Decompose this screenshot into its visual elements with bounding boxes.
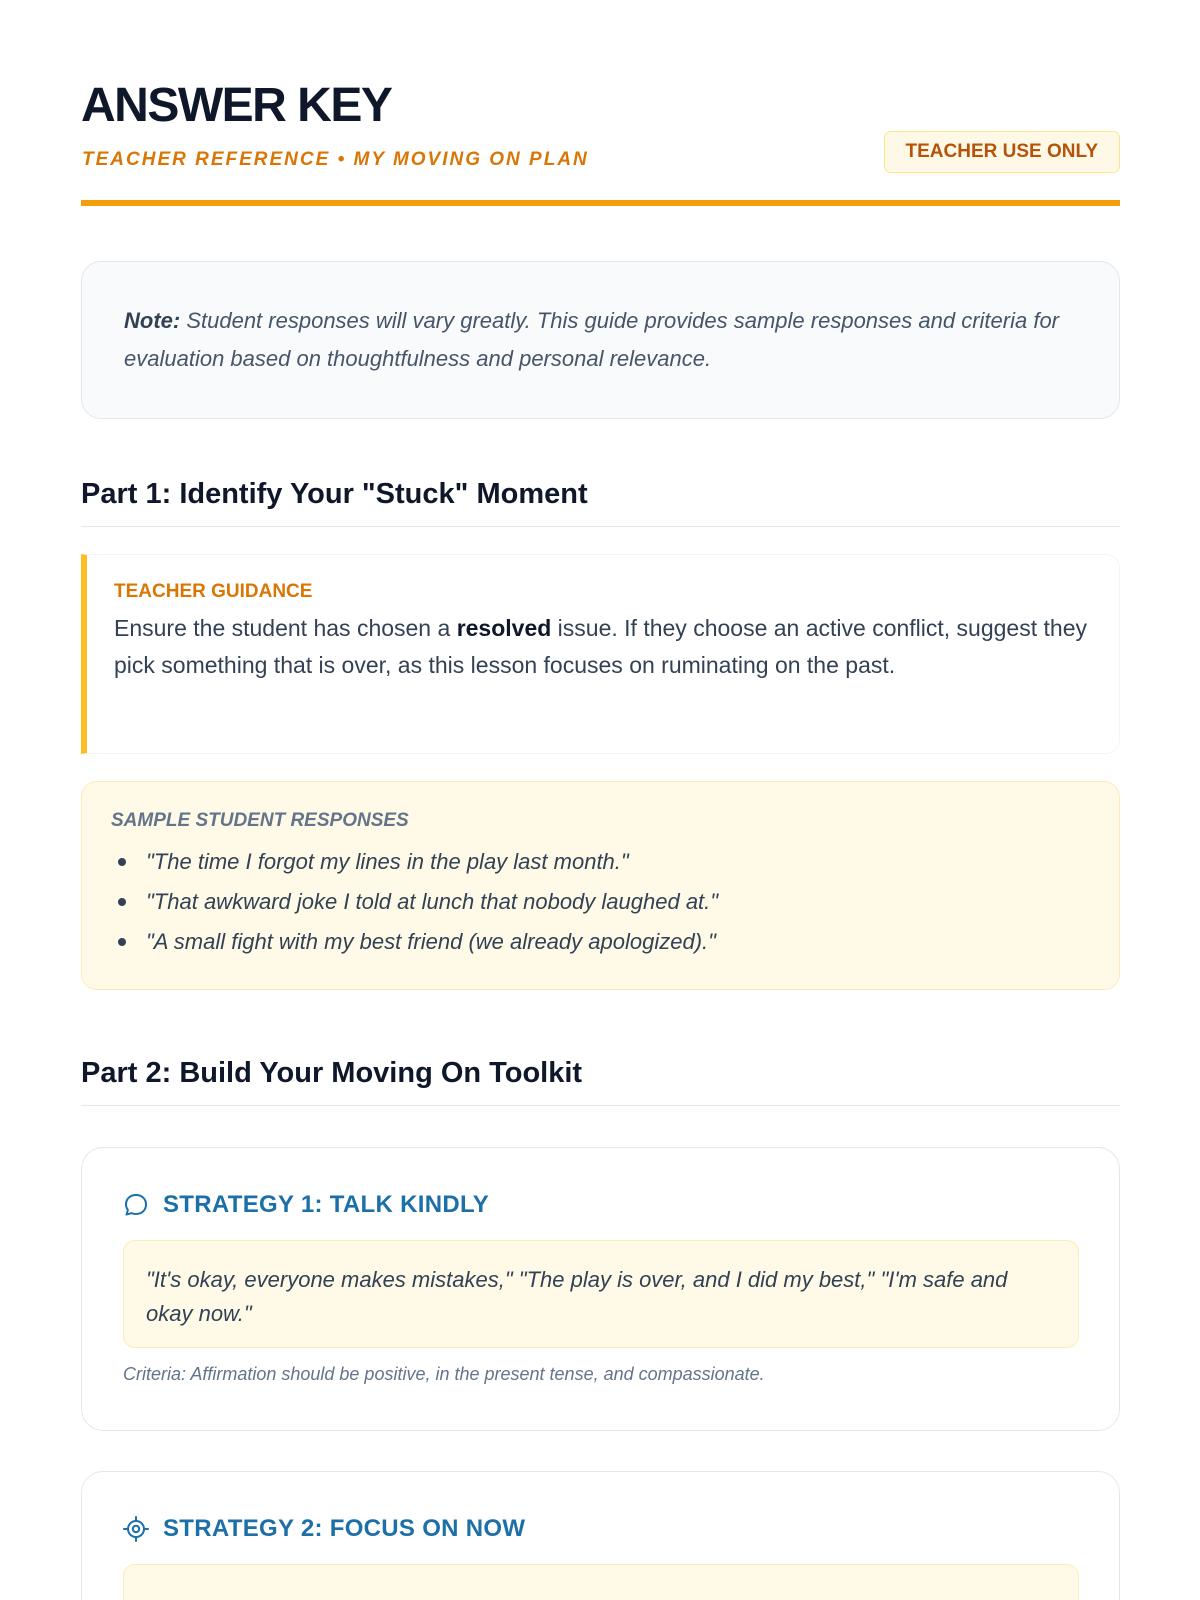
header-divider [81,200,1120,206]
note-box [81,261,1120,419]
list-item [111,842,1091,882]
sample-response-text: "That awkward joke I told at lunch that nobody laughed at." [146,888,719,914]
bullet-icon [118,858,126,866]
page-title: ANSWER KEY [81,79,392,132]
list-item [111,922,1091,962]
guidance-text-start: Ensure the student has chosen a [114,614,457,641]
strategy-answer-box [123,1564,1079,1600]
note-text: Student responses will vary greatly. This guide provides sample responses and criteria for evaluation based on thoughtfulness and personal relevance. [124,308,1060,371]
strategy-card-header [123,1512,1078,1546]
crosshair-target-icon [123,1516,149,1542]
part1-heading: Part 1: Identify Your "Stuck" Moment [81,478,588,510]
teacher-guidance-label: TEACHER GUIDANCE [114,580,313,602]
strategy-card-talk-kindly [81,1147,1120,1431]
strategy-answer-box: "It's okay, everyone makes mistakes," "The play is over, and I did my best," "I'm safe and okay now." [123,1240,1079,1348]
note-label: Note: [124,308,181,333]
part1-divider [81,526,1120,527]
strategy-card-header [123,1188,1078,1222]
content-column [81,0,1120,1600]
page-subtitle: TEACHER REFERENCE • MY MOVING ON PLAN [82,149,589,170]
guidance-text-end: issue. If they choose an active conflict, suggest they pick something that is over, as this lesson focuses on ruminating on the past. [114,614,1087,678]
guidance-text-emphasis: resolved [456,614,552,641]
sample-response-text: "The time I forgot my lines in the play last month." [146,848,629,874]
part2-heading: Part 2: Build Your Moving On Toolkit [81,1056,583,1089]
teacher-guidance-text [114,610,1089,684]
sample-responses-label: SAMPLE STUDENT RESPONSES [111,809,409,831]
sample-response-text: "A small fight with my best friend (we already apologized)." [146,928,716,954]
strategy-criteria: Criteria: Affirmation should be positive, in the present tense, and compassionate. [123,1363,765,1384]
strategy-title: STRATEGY 1: TALK KINDLY [163,1190,490,1218]
strategy-card-focus-on-now [81,1471,1120,1600]
teacher-guidance-box [81,554,1120,754]
teacher-use-only-badge: TEACHER USE ONLY [884,131,1121,173]
strategy-title: STRATEGY 2: FOCUS ON NOW [163,1514,526,1542]
sample-responses-box [81,781,1120,990]
header [81,0,1120,206]
speech-bubble-icon [123,1192,149,1218]
bullet-icon [118,938,126,946]
list-item [111,882,1091,922]
sample-responses-list [111,842,1091,962]
bullet-icon [118,898,126,906]
part2-divider [81,1105,1120,1106]
